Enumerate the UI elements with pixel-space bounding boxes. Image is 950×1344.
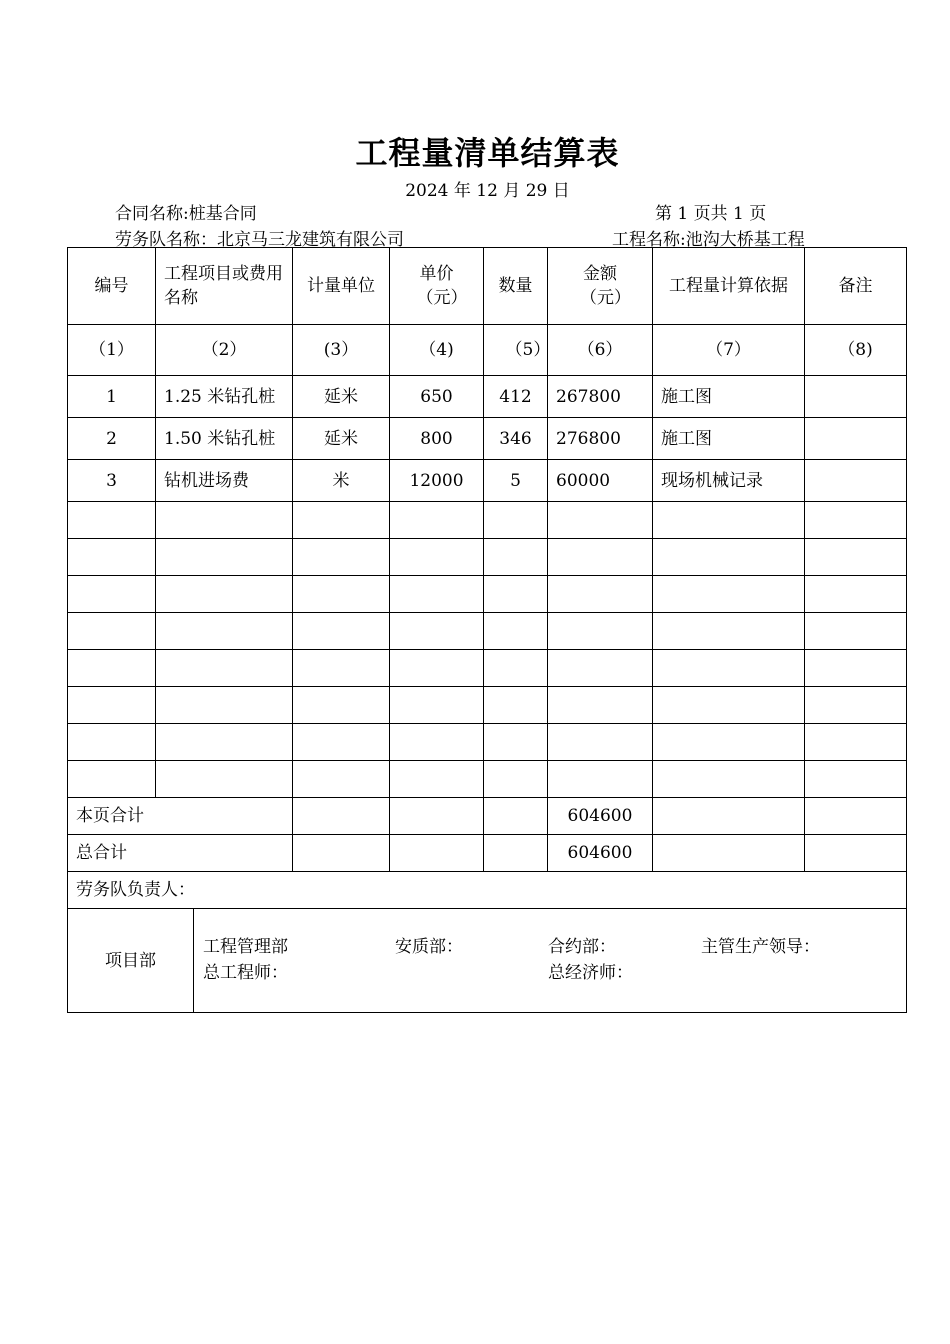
empty-row [68, 761, 907, 798]
contract-name: 合同名称:桩基合同 [115, 204, 257, 224]
empty-cell [484, 798, 548, 835]
empty-row [68, 613, 907, 650]
empty-cell [293, 650, 390, 687]
empty-cell [390, 798, 484, 835]
empty-row [68, 687, 907, 724]
empty-cell [484, 613, 548, 650]
row-item: 1.50 米钻孔桩 [156, 418, 293, 460]
empty-cell [653, 835, 805, 872]
row-basis: 现场机械记录 [653, 460, 805, 502]
row-no: 2 [68, 418, 156, 460]
empty-cell [805, 798, 907, 835]
team-leader-label: 劳务队负责人： [68, 872, 907, 909]
empty-cell [484, 687, 548, 724]
empty-cell [156, 650, 293, 687]
empty-cell [805, 687, 907, 724]
production-lead-label: 主管生产领导： [701, 937, 820, 957]
empty-cell [548, 687, 653, 724]
row-amount: 60000 [548, 460, 653, 502]
header-amount [548, 248, 653, 325]
empty-cell [390, 576, 484, 613]
empty-cell [548, 539, 653, 576]
chief-engineer-label: 总工程师： [203, 963, 288, 983]
index-cell [484, 325, 551, 376]
empty-cell [805, 835, 907, 872]
empty-cell [805, 502, 907, 539]
header-price [390, 248, 484, 325]
empty-row [68, 576, 907, 613]
header-no: 编号 [68, 248, 156, 325]
empty-row [68, 502, 907, 539]
empty-cell [293, 724, 390, 761]
row-no: 3 [68, 460, 156, 502]
empty-cell [68, 539, 156, 576]
empty-cell [156, 613, 293, 650]
empty-cell [484, 724, 548, 761]
empty-cell [653, 539, 805, 576]
empty-cell [293, 798, 390, 835]
empty-cell [390, 502, 484, 539]
header-remark: 备注 [805, 248, 907, 325]
empty-cell [68, 724, 156, 761]
labor-team-name: 劳务队名称：北京马三龙建筑有限公司 [115, 230, 404, 250]
project-name: 工程名称:池沟大桥基工程 [612, 230, 805, 250]
table-row [68, 460, 907, 502]
empty-cell [484, 576, 548, 613]
empty-cell [390, 761, 484, 798]
department-row [68, 909, 907, 1013]
row-remark [805, 418, 907, 460]
empty-cell [805, 539, 907, 576]
row-qty: 346 [484, 418, 548, 460]
index-row [68, 325, 907, 376]
empty-cell [390, 724, 484, 761]
empty-cell [68, 502, 156, 539]
empty-cell [68, 613, 156, 650]
index-cell: (3） [293, 325, 390, 376]
team-leader-row [68, 872, 907, 909]
header-item-label: 工程项目或费用名称 [164, 264, 283, 308]
empty-cell [68, 576, 156, 613]
row-price: 12000 [390, 460, 484, 502]
empty-cell [805, 613, 907, 650]
index-cell-label: （5） [505, 340, 551, 360]
grand-total-label: 总合计 [68, 835, 293, 872]
row-basis: 施工图 [653, 376, 805, 418]
empty-cell [156, 687, 293, 724]
empty-cell [293, 539, 390, 576]
empty-cell [653, 650, 805, 687]
empty-cell [156, 724, 293, 761]
empty-cell [484, 761, 548, 798]
page-total-amount: 604600 [548, 798, 653, 835]
page-total-label: 本页合计 [68, 798, 293, 835]
row-price: 650 [390, 376, 484, 418]
empty-cell [548, 650, 653, 687]
empty-cell [484, 502, 548, 539]
empty-cell [548, 724, 653, 761]
row-qty: 5 [484, 460, 548, 502]
header-price-label: 单价（元） [416, 264, 468, 308]
empty-cell [653, 576, 805, 613]
index-cell: （2） [156, 325, 293, 376]
row-no: 1 [68, 376, 156, 418]
empty-cell [548, 613, 653, 650]
grand-total-amount: 604600 [548, 835, 653, 872]
header-amount-label: 金额（元） [580, 264, 631, 308]
empty-cell [156, 761, 293, 798]
empty-cell [68, 761, 156, 798]
chief-economist-label: 总经济师： [548, 963, 633, 983]
empty-row [68, 650, 907, 687]
contract-dept-label: 合约部： [548, 937, 616, 957]
document-date: 2024 年 12 月 29 日 [405, 181, 570, 201]
empty-cell [805, 724, 907, 761]
index-cell: （7） [653, 325, 805, 376]
row-basis: 施工图 [653, 418, 805, 460]
empty-cell [293, 761, 390, 798]
empty-cell [805, 761, 907, 798]
empty-row [68, 539, 907, 576]
empty-cell [548, 761, 653, 798]
row-unit: 延米 [293, 376, 390, 418]
empty-cell [68, 650, 156, 687]
index-cell: （6） [548, 325, 653, 376]
row-price: 800 [390, 418, 484, 460]
row-unit: 米 [293, 460, 390, 502]
empty-cell [390, 687, 484, 724]
table-row [68, 418, 907, 460]
row-item: 1.25 米钻孔桩 [156, 376, 293, 418]
empty-cell [156, 576, 293, 613]
department-cell [68, 909, 907, 1013]
empty-row [68, 724, 907, 761]
empty-cell [390, 613, 484, 650]
empty-cell [653, 761, 805, 798]
row-item: 钻机进场费 [156, 460, 293, 502]
department-divider [193, 909, 194, 1012]
row-unit: 延米 [293, 418, 390, 460]
empty-cell [390, 539, 484, 576]
header-item [156, 248, 293, 325]
empty-cell [653, 687, 805, 724]
row-remark [805, 376, 907, 418]
department-grid [68, 909, 906, 1012]
header-basis: 工程量计算依据 [653, 248, 805, 325]
grand-total-row [68, 835, 907, 872]
index-cell: （1） [68, 325, 156, 376]
settlement-table [67, 247, 907, 1013]
empty-cell [293, 613, 390, 650]
empty-cell [293, 687, 390, 724]
row-qty: 412 [484, 376, 548, 418]
empty-cell [293, 835, 390, 872]
empty-cell [68, 687, 156, 724]
header-unit: 计量单位 [293, 248, 390, 325]
empty-cell [653, 502, 805, 539]
row-amount: 276800 [548, 418, 653, 460]
empty-cell [390, 835, 484, 872]
empty-cell [484, 650, 548, 687]
department-label: 项目部 [105, 951, 156, 971]
empty-cell [156, 539, 293, 576]
row-amount: 267800 [548, 376, 653, 418]
row-remark [805, 460, 907, 502]
empty-cell [805, 576, 907, 613]
empty-cell [548, 576, 653, 613]
empty-cell [805, 650, 907, 687]
empty-cell [484, 539, 548, 576]
index-cell: （4) [390, 325, 484, 376]
empty-cell [293, 576, 390, 613]
empty-cell [293, 502, 390, 539]
safety-dept-label: 安质部： [395, 937, 463, 957]
index-cell: （8) [805, 325, 907, 376]
header-qty: 数量 [484, 248, 548, 325]
table-row [68, 376, 907, 418]
engineering-dept-label: 工程管理部 [203, 937, 288, 957]
header-row [68, 248, 907, 325]
page-title: 工程量清单结算表 [355, 134, 620, 172]
empty-cell [390, 650, 484, 687]
empty-cell [653, 724, 805, 761]
empty-cell [156, 502, 293, 539]
empty-cell [653, 613, 805, 650]
empty-cell [484, 835, 548, 872]
page-info: 第 1 页共 1 页 [655, 204, 767, 224]
page-total-row [68, 798, 907, 835]
empty-cell [548, 502, 653, 539]
empty-cell [653, 798, 805, 835]
